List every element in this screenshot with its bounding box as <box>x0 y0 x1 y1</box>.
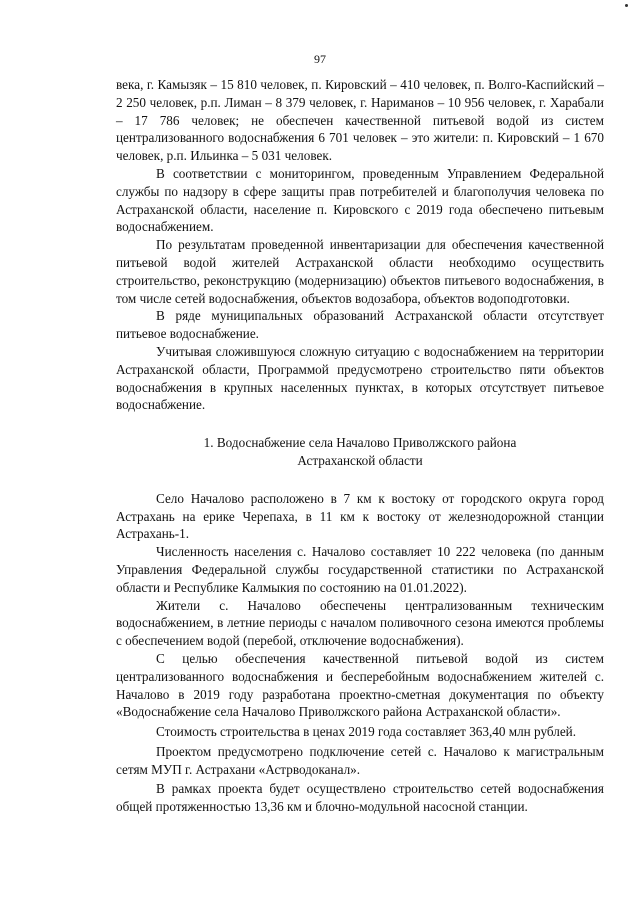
paragraph-population: Численность населения с. Началово составляет 10 222 человека (по данным Управления Федеральной службы государственной статистики по Астраханской области и Республике Калмыкия по состоянию на 01.01.2022). <box>116 544 604 595</box>
paragraph-design-docs: С целью обеспечения качественной питьевой водой из систем централизованного водоснабжения и бесперебойным водоснабжением жителей с. Началово в 2019 году разработана проектно-сметная документация по объекту «Водоснабжение села Началово Приволжского района Астраханской области». <box>116 650 604 720</box>
paragraph-continuation: века, г. Камызяк – 15 810 человек, п. Кировский – 410 человек, п. Волго-Каспийский – 2 250 человек, р.п. Лиман – 8 379 человек, г. Нариманов – 10 956 человек, г. Харабали – 17 786 человек; не обеспечен качественной питьевой водой из систем централизованного водоснабжения 6 701 человек – это жители: п. Кировский – 1 670 человек, р.п. Ильинка – 5 031 человек. <box>116 77 604 164</box>
page-number: 97 <box>314 52 326 66</box>
section-heading-line1: 1. Водоснабжение села Началово Приволжского района <box>203 435 517 451</box>
paragraph-connection: Проектом предусмотрено подключение сетей с. Началово к магистральным сетям МУП г. Астрахани «Астрводоканал». <box>116 743 604 777</box>
section-heading-line2: Астраханской области <box>297 452 423 468</box>
section-heading <box>116 434 604 470</box>
paragraph-no-water: В ряде муниципальных образований Астраханской области отсутствует питьевое водоснабжение. <box>116 308 604 342</box>
paragraph-cost: Стоимость строительства в ценах 2019 года составляет 363,40 млн рублей. <box>156 724 577 740</box>
paragraph-inventory: По результатам проведенной инвентаризации для обеспечения качественной питьевой водой жителей Астраханской области необходимо осуществить строительство, реконструкцию (модернизацию) объектов питьевого водоснабжения, в том числе сетей водоснабжения, объектов водозабора, объектов водоподготовки. <box>116 237 604 306</box>
paragraph-construction: В рамках проекта будет осуществлено строительство сетей водоснабжения общей протяженностью 13,36 км и блочно-модульной насосной станции. <box>116 781 604 815</box>
scan-speck <box>625 4 628 7</box>
document-body <box>116 76 604 816</box>
paragraph-program: Учитывая сложившуюся сложную ситуацию с водоснабжением на территории Астраханской области, Программой предусмотрено строительство пяти объектов водоснабжения в крупных населенных пунктах, в которых отсутствует питьевое водоснабжение. <box>116 343 604 413</box>
paragraph-supply-issues: Жители с. Началово обеспечены централизованным техническим водоснабжением, в летние периоды с началом поливочного сезона имеются проблемы с обеспечением водой (перебой, отключение водоснабжения). <box>116 597 604 649</box>
paragraph-location: Село Началово расположено в 7 км к востоку от городского округа город Астрахань на ерике Черепаха, в 11 км к востоку от железнодорожной станции Астрахань-1. <box>116 490 604 542</box>
paragraph-monitoring: В соответствии с мониторингом, проведенным Управлением Федеральной службы по надзору в сфере защиты прав потребителей и благополучия человека по Астраханской области, население п. Кировского с 2019 года обеспечено питьевым водоснабжением. <box>116 165 604 235</box>
